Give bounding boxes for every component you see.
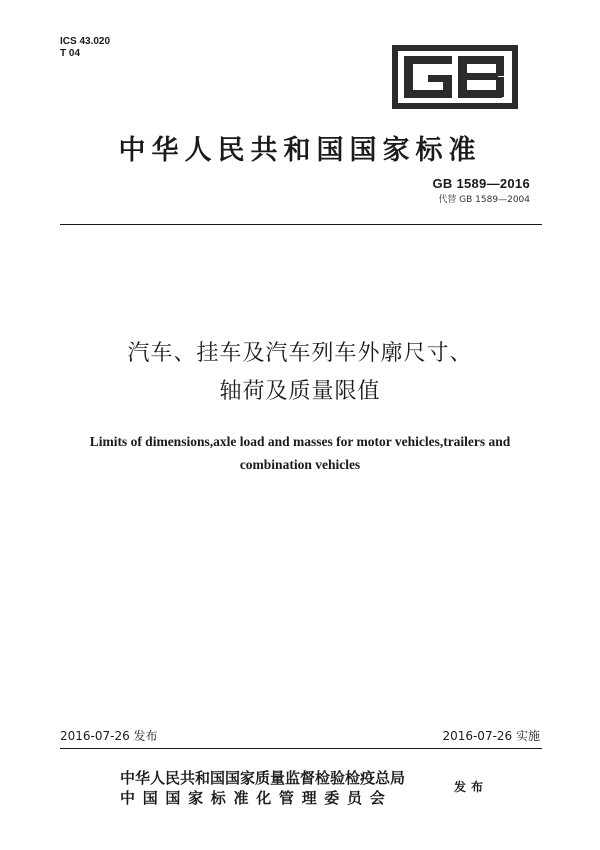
issuer-line1: 中华人民共和国国家质量监督检验检疫总局: [120, 769, 406, 787]
title-zh-line1: 汽车、挂车及汽车列车外廓尺寸、: [127, 341, 473, 366]
footer-divider: [60, 748, 542, 749]
classification-code: T 04: [60, 48, 81, 59]
issue-date: 2016-07-26 发布: [60, 729, 158, 743]
gb-logo: [392, 45, 518, 109]
document-title-zh: [0, 335, 600, 411]
document-title-en: [0, 430, 600, 476]
title-en-line1: Limits of dimensions,axle load and masses for motor vehicles,trailers and: [89, 434, 511, 449]
publish-label: 发布: [454, 780, 489, 794]
title-en-line2: combination vehicles: [239, 457, 361, 472]
replaces-note: 代替 GB 1589—2004: [438, 195, 530, 205]
ics-code: ICS 43.020: [60, 36, 111, 47]
logo-text: GB: [455, 85, 457, 86]
implement-date: 2016-07-26 实施: [442, 729, 540, 743]
classification-block: [60, 36, 110, 60]
standard-code-block: [432, 176, 530, 205]
issuing-authorities: [120, 768, 405, 808]
standard-code: GB 1589—2016: [432, 176, 530, 191]
header-divider: [60, 224, 542, 225]
title-zh-line2: 轴荷及质量限值: [219, 379, 381, 404]
national-standard-title: 中华人民共和国国家标准: [118, 135, 482, 166]
issuer-line2: 中国国家标准化管理委员会: [120, 789, 393, 807]
